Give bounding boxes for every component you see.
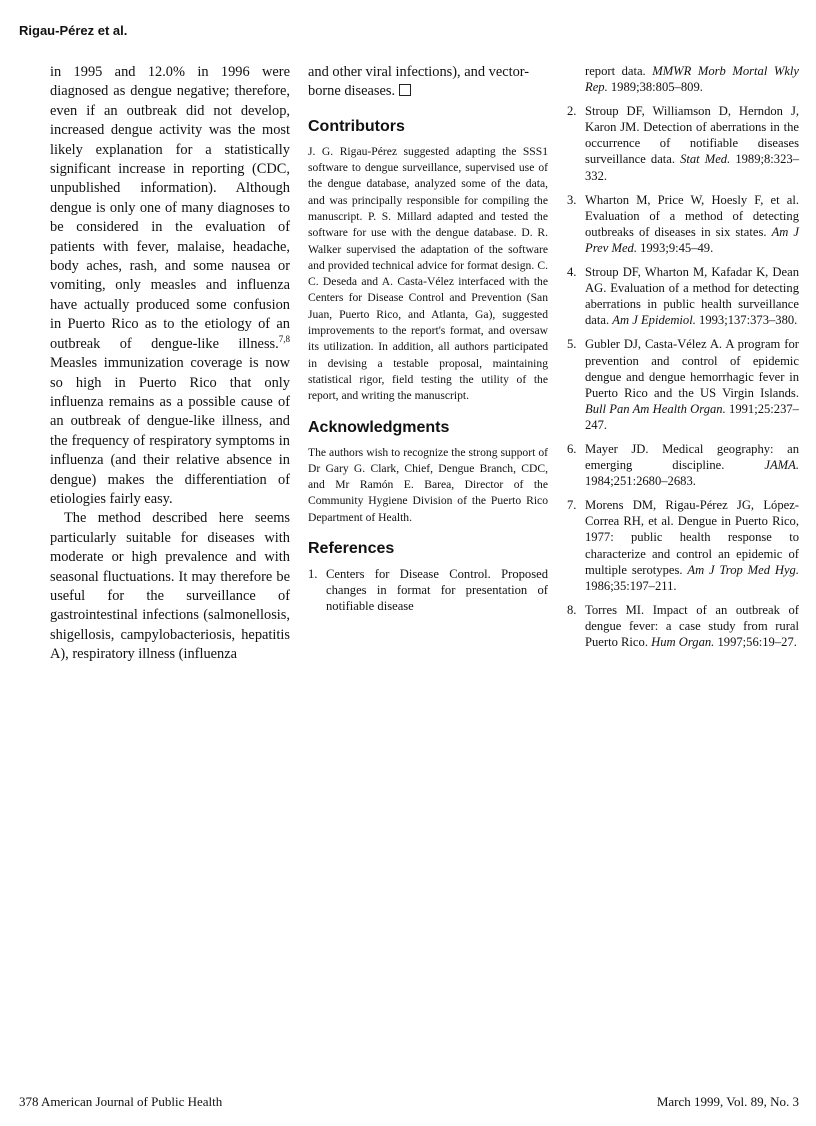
reference-item: 1. Centers for Disease Control. Proposed changes in format for presentation of notifiable disease bbox=[308, 567, 548, 614]
reference-item-continuation: report data. MMWR Morb Mortal Wkly Rep. 1989;38:805–809. bbox=[585, 64, 800, 95]
citation-superscript: 7,8 bbox=[278, 333, 290, 344]
column-3 bbox=[567, 63, 799, 658]
acknowledgments-text: The authors wish to recognize the strong support of Dr Gary G. Clark, Chief, Dengue Branch, CDC, and Mr Ramón E. Barea, Director of the Community Hygiene Division of the Puerto Rico Department of Health. bbox=[308, 445, 548, 524]
reference-item: 7. Morens DM, Rigau-Pérez JG, López-Correa RH, et al. Dengue in Puerto Rico, 1977: public health response to characterize and control an epidemic of multiple serotypes. Am J Trop Med Hyg. 1986;35:197–211. bbox=[567, 498, 799, 593]
reference-item: 6. Mayer JD. Medical geography: an emerging discipline. JAMA. 1984;251:2680–2683. bbox=[567, 441, 799, 489]
reference-item: 3. Wharton M, Price W, Hoesly F, et al. Evaluation of a method of detecting outbreaks of diseases in six states. Am J Prev Med. 1993;9:45–49. bbox=[567, 192, 799, 255]
reference-item: 8. Torres MI. Impact of an outbreak of dengue fever: a case study from rural Puerto Rico. Hum Organ. 1997;56:19–27. bbox=[567, 602, 799, 649]
end-of-text-box-icon bbox=[399, 84, 411, 96]
column-1 bbox=[50, 63, 290, 665]
footer-issue: March 1999, Vol. 89, No. 3 bbox=[656, 1094, 799, 1109]
references-list bbox=[308, 566, 548, 614]
body-paragraph: The method described here seems particularly suitable for diseases with moderate or high prevalence and with seasonal fluctuations. It may therefore be useful for the surveillance of gastrointestinal infections (salmonellosis, shigellosis, campylobacteriosis, hepatitis A), respiratory illness (influenza bbox=[50, 510, 290, 663]
contributors-heading: Contributors bbox=[308, 117, 405, 135]
reference-item: 2. Stroup DF, Williamson D, Herndon J, Karon JM. Detection of aberrations in the occurrence of notifiable diseases surveillance data. Stat Med. 1989;8:323–332. bbox=[567, 104, 799, 183]
contributors-text: J. G. Rigau-Pérez suggested adapting the SSS1 software to dengue surveillance, supervised use of the dengue database, analyzed some of the data, and was principally responsible for compiling the manuscript. P. S. Millard adapted and tested the software for use with the dengue database. D. R. Walker supervised the adaptation of the software and provided technical advice for format design. C. C. Deseda and A. Casta-Vélez interfaced with the Centers for Disease Control and Prevention (San Juan, Puerto Rico, and Atlanta, Ga), suggested improvements to the report's format, and oversaw its utilization. In addition, all authors participated in devising a testable proposal, maintaining statistical rigor, field testing the utility of the report, and writing the manuscript. bbox=[308, 144, 548, 403]
reference-item: 5. Gubler DJ, Casta-Vélez A. A program for prevention and control of epidemic dengue and dengue hemorrhagic fever in Puerto Rico and the US Virgin Islands. Bull Pan Am Health Organ. 1991;25:237–247. bbox=[567, 337, 799, 432]
running-head: Rigau-Pérez et al. bbox=[19, 23, 128, 38]
body-paragraph: in 1995 and 12.0% in 1996 were diagnosed as dengue negative; therefore, even if an outbreak did not develop, increased dengue activity was the most likely explanation for a statistically significant increase in reporting (CDC, unpublished information). Although dengue is only one of many diagnoses to be considered in the evaluation of patients with fever, malaise, headache, body aches, rash, and some nausea or vomiting, only measles and influenza have actually produced some confusion in Puerto Rico as to the etiology of an outbreak of dengue-like illness.$^{7,8}$ Measles immunization coverage is now so high in Puerto Rico that only influenza remains as a possible cause of an outbreak of dengue-like illness, and the frequency of respiratory symptoms in influenza (and their relative absence in dengue) makes the differentiation of etiologies fairly easy. bbox=[50, 64, 290, 507]
references-heading: References bbox=[308, 540, 395, 558]
references-list-continued bbox=[567, 63, 799, 650]
column-2 bbox=[308, 63, 548, 622]
footer-journal: 378 American Journal of Public Health bbox=[19, 1094, 223, 1109]
acknowledgments-heading: Acknowledgments bbox=[308, 418, 450, 436]
reference-item: 4. Stroup DF, Wharton M, Kafadar K, Dean AG. Evaluation of a method for detecting aberrations in public health surveillance data. Am J Epidemiol. 1993;137:373–380. bbox=[567, 265, 799, 328]
body-paragraph-continuation: and other viral infections), and vector-borne diseases. bbox=[308, 64, 530, 100]
